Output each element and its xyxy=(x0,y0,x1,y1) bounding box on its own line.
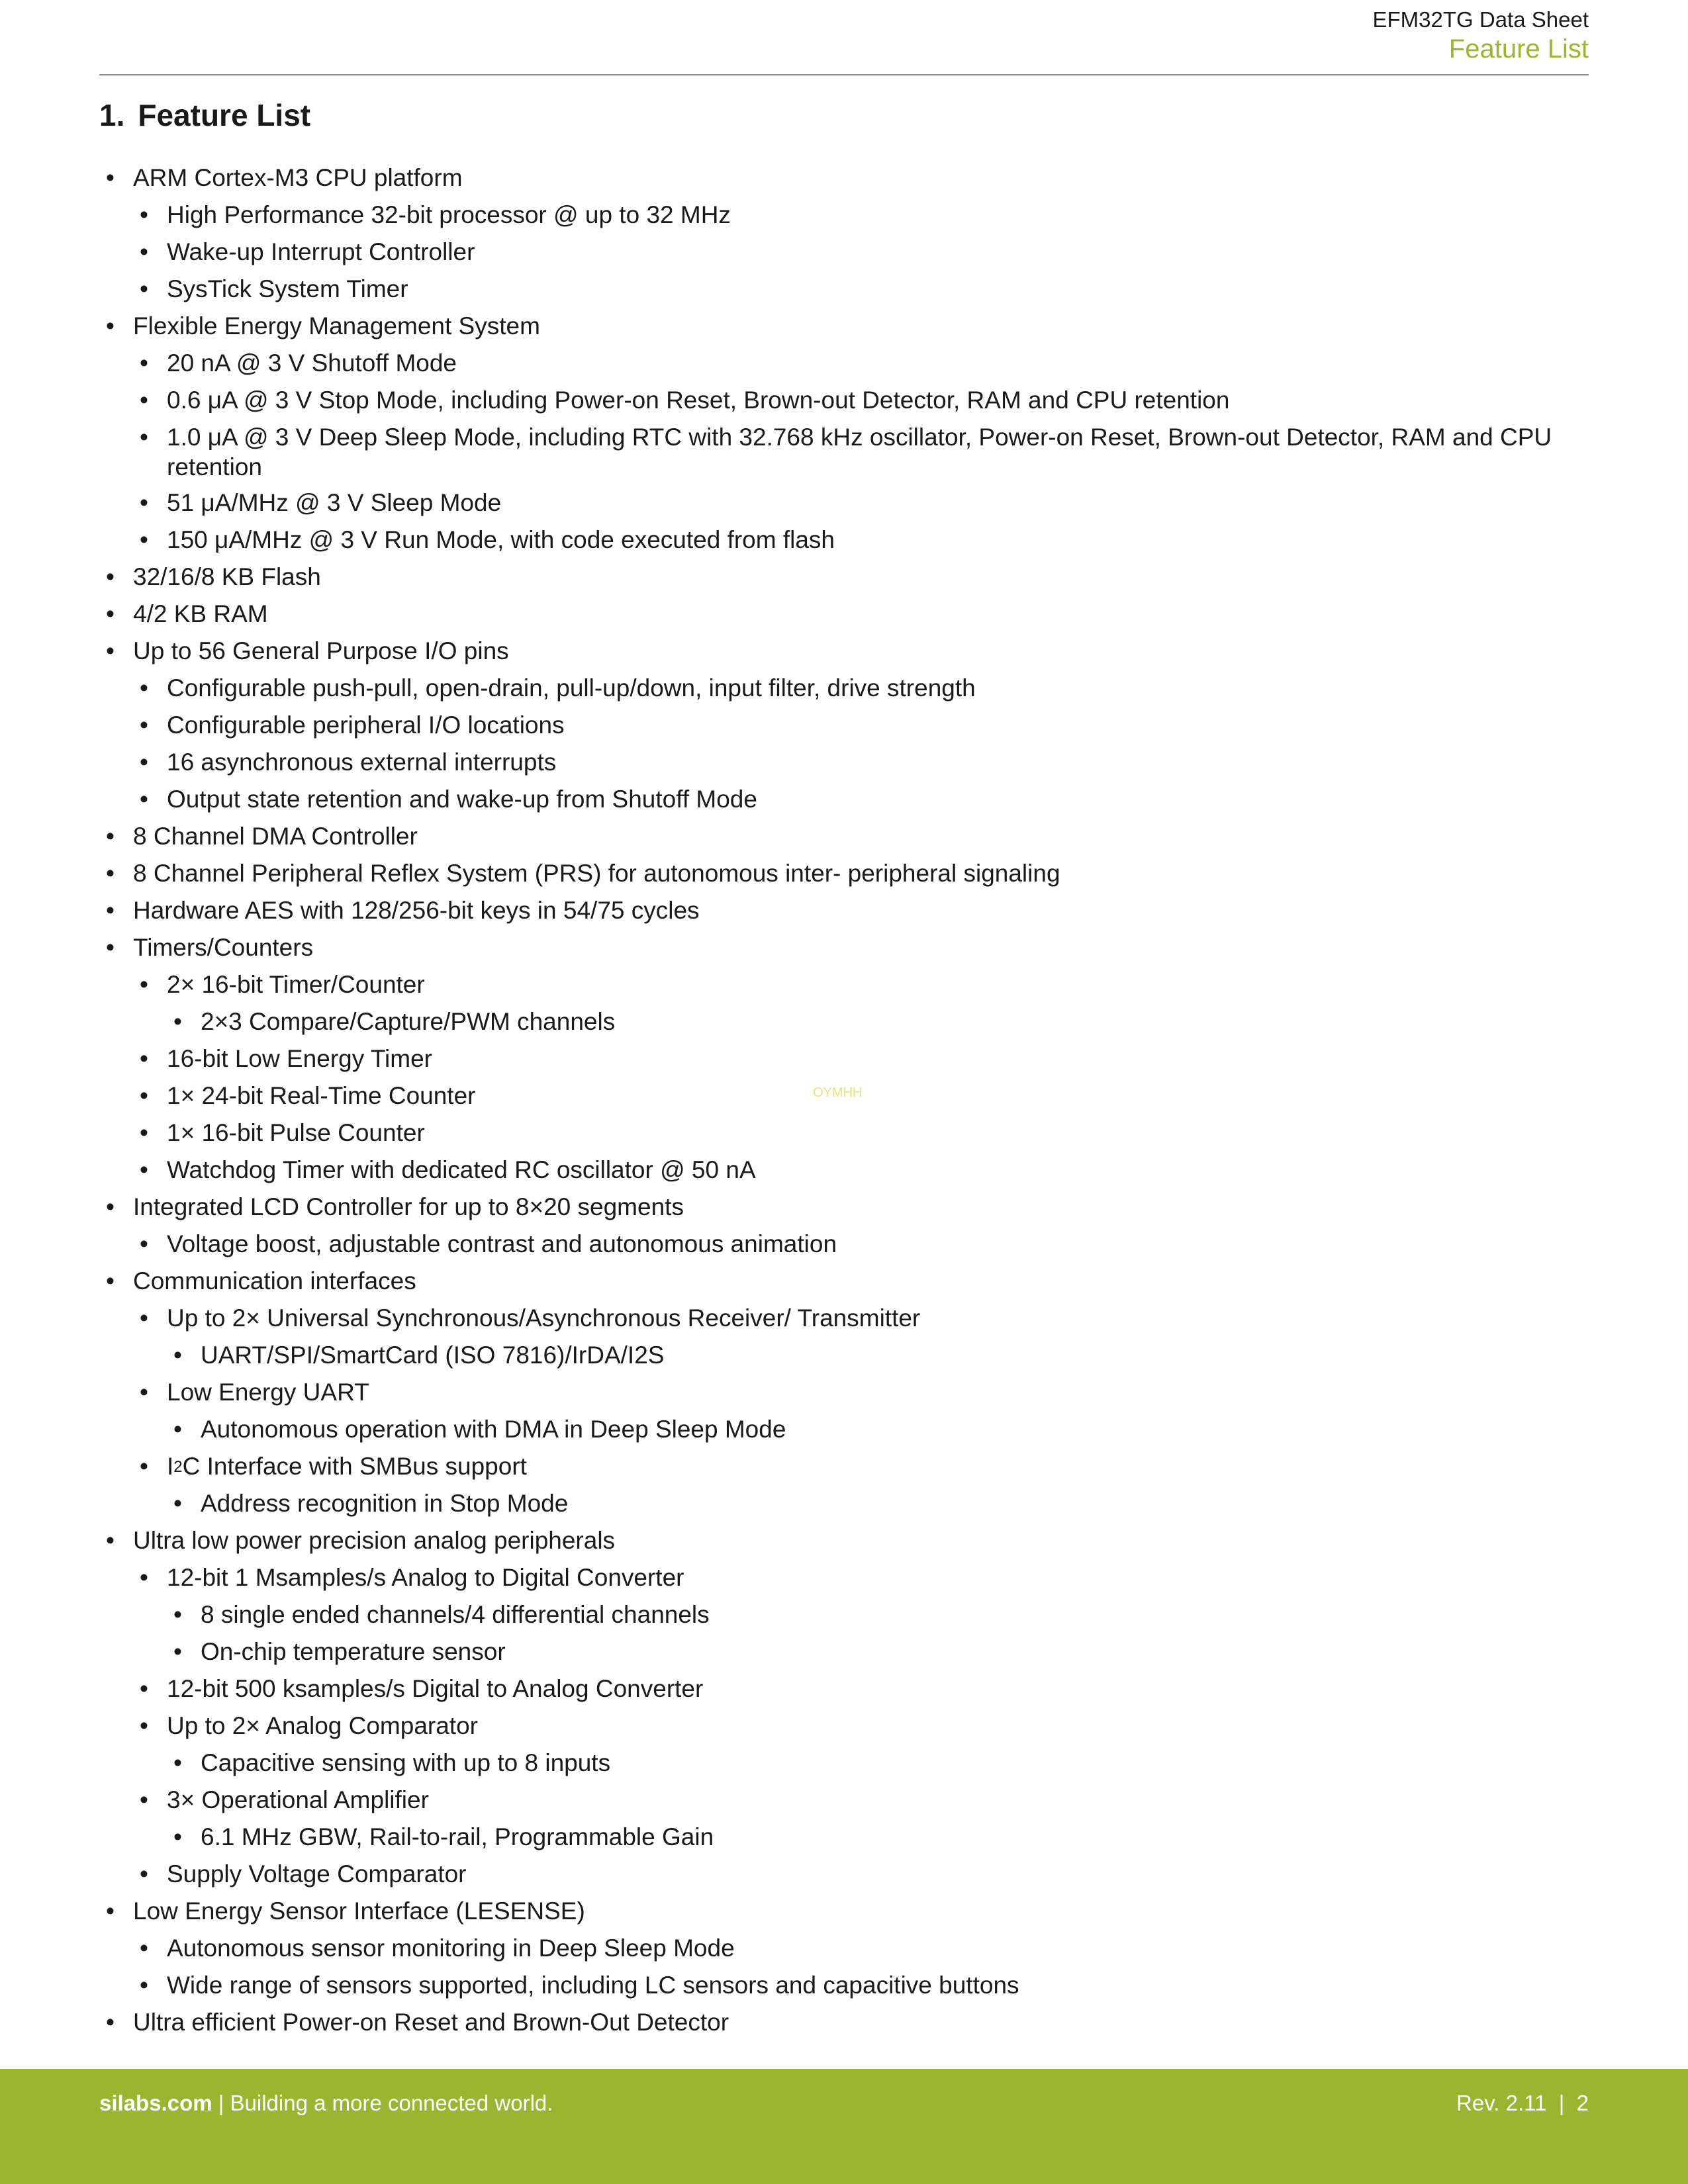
feature-item xyxy=(99,1303,1589,1333)
feature-text: Autonomous sensor monitoring in Deep Sleep Mode xyxy=(167,1934,735,1962)
feature-item xyxy=(99,1822,1589,1852)
feature-item xyxy=(99,747,1589,777)
feature-item xyxy=(99,1600,1589,1629)
feature-item xyxy=(99,1192,1589,1222)
feature-text: 8 single ended channels/4 differential channels xyxy=(201,1601,710,1628)
feature-item xyxy=(99,2007,1589,2037)
feature-text: High Performance 32-bit processor @ up to 32 MHz xyxy=(167,201,731,228)
feature-item xyxy=(99,1155,1589,1185)
feature-item xyxy=(99,710,1589,740)
feature-item xyxy=(99,1748,1589,1778)
feature-text: Autonomous operation with DMA in Deep Sleep Mode xyxy=(201,1416,786,1443)
feature-item xyxy=(99,163,1589,193)
feature-text: 16-bit Low Energy Timer xyxy=(167,1045,433,1072)
feature-item xyxy=(99,1266,1589,1296)
feature-item xyxy=(99,895,1589,925)
feature-item xyxy=(99,385,1589,415)
feature-text: 6.1 MHz GBW, Rail-to-rail, Programmable Gain xyxy=(201,1823,714,1850)
feature-text: Configurable peripheral I/O locations xyxy=(167,711,565,739)
header-divider xyxy=(99,74,1589,75)
footer-bar xyxy=(0,2069,1688,2184)
feature-text: On-chip temperature sensor xyxy=(201,1638,506,1665)
feature-text: UART/SPI/SmartCard (ISO 7816)/IrDA/I2S xyxy=(201,1342,665,1369)
feature-text: Configurable push-pull, open-drain, pull-up/down, input filter, drive strength xyxy=(167,674,976,702)
feature-item xyxy=(99,599,1589,629)
feature-item xyxy=(99,970,1589,999)
feature-item xyxy=(99,1525,1589,1555)
feature-text: 0.6 μA @ 3 V Stop Mode, including Power-on Reset, Brown-out Detector, RAM and CPU retention xyxy=(167,387,1230,414)
feature-text: 150 μA/MHz @ 3 V Run Mode, with code executed from flash xyxy=(167,526,835,553)
feature-item xyxy=(99,673,1589,703)
feature-text: Ultra efficient Power-on Reset and Brown-Out Detector xyxy=(133,2009,729,2036)
section-number: 1. xyxy=(99,98,125,132)
feature-text: Capacitive sensing with up to 8 inputs xyxy=(201,1749,611,1776)
feature-text: Supply Voltage Comparator xyxy=(167,1860,467,1888)
feature-item xyxy=(99,1896,1589,1926)
feature-text: Hardware AES with 128/256-bit keys in 54/75 cycles xyxy=(133,897,700,924)
feature-text: 12-bit 500 ksamples/s Digital to Analog Converter xyxy=(167,1675,704,1702)
feature-item xyxy=(99,1414,1589,1444)
footer-site-link[interactable]: silabs.com xyxy=(99,2091,212,2115)
feature-text: C Interface with SMBus support xyxy=(182,1453,527,1480)
feature-text: Watchdog Timer with dedicated RC oscillator @ 50 nA xyxy=(167,1156,756,1183)
feature-text: Address recognition in Stop Mode xyxy=(201,1490,569,1517)
feature-item xyxy=(99,562,1589,592)
feature-item xyxy=(99,1118,1589,1148)
feature-text: ARM Cortex-M3 CPU platform xyxy=(133,164,463,191)
feature-item xyxy=(99,821,1589,851)
section-title: Feature List xyxy=(138,98,311,132)
feature-text: Up to 56 General Purpose I/O pins xyxy=(133,637,509,664)
footer-revision: Rev. 2.11 | 2 xyxy=(1456,2091,1589,2115)
section-heading xyxy=(99,94,310,136)
feature-superscript: 2 xyxy=(173,1458,183,1476)
feature-item xyxy=(99,636,1589,666)
feature-text: 1× 16-bit Pulse Counter xyxy=(167,1119,425,1146)
feature-text: 8 Channel Peripheral Reflex System (PRS) for autonomous inter- peripheral signaling xyxy=(133,860,1060,887)
feature-item xyxy=(99,1340,1589,1370)
feature-text: 3× Operational Amplifier xyxy=(167,1786,429,1813)
feature-item xyxy=(99,1451,1589,1481)
feature-item xyxy=(99,1007,1589,1036)
feature-text: Low Energy UART xyxy=(167,1379,369,1406)
feature-item xyxy=(99,1674,1589,1704)
feature-text: 32/16/8 KB Flash xyxy=(133,563,321,590)
feature-text: 4/2 KB RAM xyxy=(133,600,268,627)
feature-text: Integrated LCD Controller for up to 8×20 segments xyxy=(133,1193,684,1220)
feature-text: Voltage boost, adjustable contrast and autonomous animation xyxy=(167,1230,837,1257)
feature-item xyxy=(99,1377,1589,1407)
feature-item xyxy=(99,784,1589,814)
feature-text: 51 μA/MHz @ 3 V Sleep Mode xyxy=(167,489,502,516)
feature-text: Timers/Counters xyxy=(133,934,314,961)
feature-item xyxy=(99,933,1589,962)
feature-item xyxy=(99,274,1589,304)
feature-item xyxy=(99,1785,1589,1815)
feature-item xyxy=(99,1933,1589,1963)
feature-text: 2×3 Compare/Capture/PWM channels xyxy=(201,1008,616,1035)
feature-item xyxy=(99,488,1589,518)
feature-item xyxy=(99,1229,1589,1259)
feature-item xyxy=(99,1563,1589,1592)
feature-text: Ultra low power precision analog peripherals xyxy=(133,1527,616,1554)
feature-text: 2× 16-bit Timer/Counter xyxy=(167,971,425,998)
feature-text: Wide range of sensors supported, including LC sensors and capacitive buttons xyxy=(167,1972,1019,1999)
feature-text: 1× 24-bit Real-Time Counter xyxy=(167,1082,476,1109)
feature-item xyxy=(99,525,1589,555)
feature-item xyxy=(99,858,1589,888)
feature-text: Wake-up Interrupt Controller xyxy=(167,238,475,265)
feature-prefix: I xyxy=(167,1453,174,1480)
feature-item xyxy=(99,1044,1589,1073)
feature-item xyxy=(99,1488,1589,1518)
feature-text: 12-bit 1 Msamples/s Analog to Digital Converter xyxy=(167,1564,684,1591)
feature-text: Up to 2× Analog Comparator xyxy=(167,1712,478,1739)
feature-item xyxy=(99,1859,1589,1889)
feature-item xyxy=(99,422,1589,482)
feature-item xyxy=(99,348,1589,378)
feature-text: 16 asynchronous external interrupts xyxy=(167,749,557,776)
feature-text: SysTick System Timer xyxy=(167,275,408,302)
feature-text: 1.0 μA @ 3 V Deep Sleep Mode, including RTC with 32.768 kHz oscillator, Power-on Reset, Brown-out Detector, RAM and CPU retention xyxy=(167,424,1552,480)
feature-text: 8 Channel DMA Controller xyxy=(133,823,418,850)
feature-item xyxy=(99,1711,1589,1741)
feature-item xyxy=(99,237,1589,267)
footer-separator: | xyxy=(212,2091,230,2115)
feature-text: Up to 2× Universal Synchronous/Asynchronous Receiver/ Transmitter xyxy=(167,1304,921,1332)
feature-list xyxy=(99,163,1589,2044)
feature-text: Output state retention and wake-up from Shutoff Mode xyxy=(167,786,757,813)
feature-item xyxy=(99,1637,1589,1666)
section-running-header: Feature List xyxy=(1448,34,1589,64)
feature-text: Low Energy Sensor Interface (LESENSE) xyxy=(133,1897,585,1925)
feature-item xyxy=(99,1970,1589,2000)
document-title: EFM32TG Data Sheet xyxy=(1372,7,1589,32)
footer-tagline: Building a more connected world. xyxy=(230,2091,553,2115)
footer-left xyxy=(99,2089,553,2118)
feature-item xyxy=(99,311,1589,341)
feature-text: 20 nA @ 3 V Shutoff Mode xyxy=(167,349,457,377)
watermark: OYMHH xyxy=(813,1085,863,1100)
feature-item xyxy=(99,200,1589,230)
feature-text: Communication interfaces xyxy=(133,1267,416,1295)
feature-text: Flexible Energy Management System xyxy=(133,312,540,340)
